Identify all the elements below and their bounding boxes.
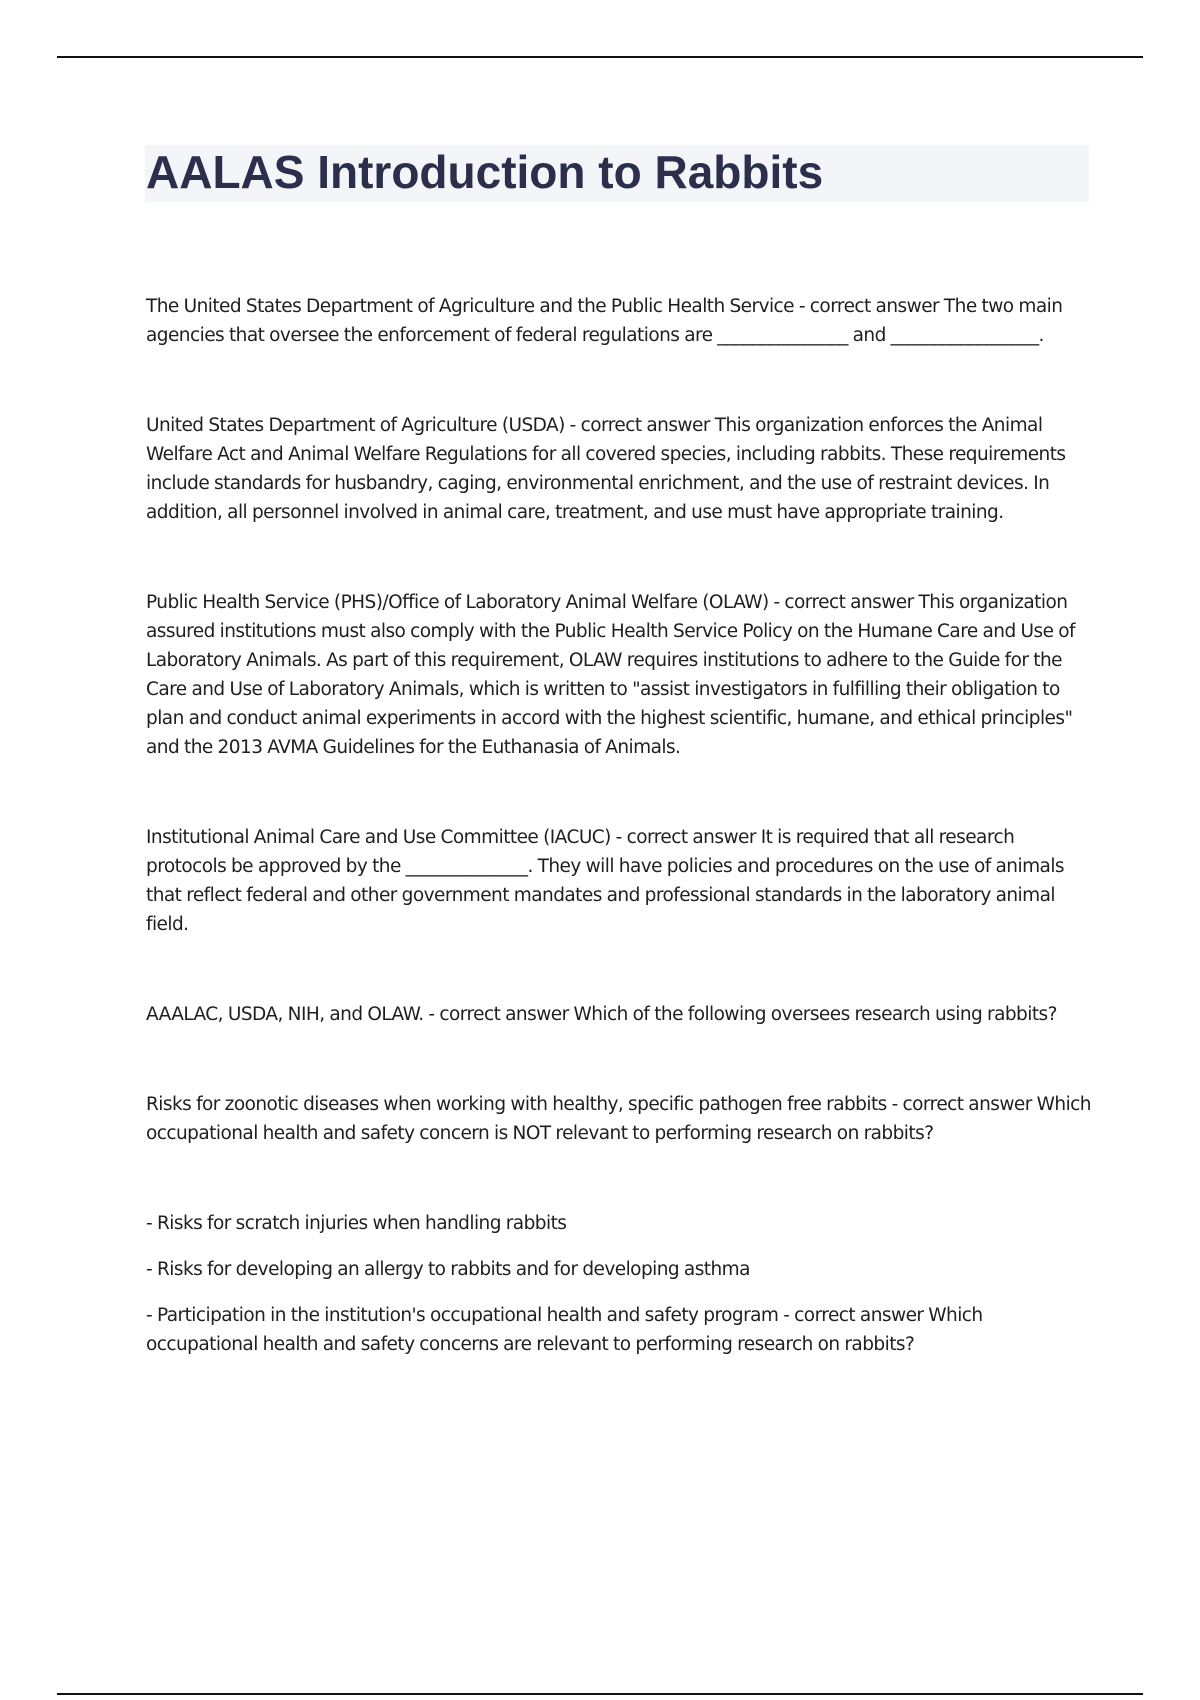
document-body [146, 292, 1092, 1359]
list-item-scratch-injuries: - Risks for scratch injuries when handling rabbits [146, 1213, 567, 1234]
paragraph-zoonotic-risk: Risks for zoonotic diseases when working with healthy, specific pathogen free rabbits - correct answer Which occupational health and safety concern is NOT relevant to performing research on rabbits? [146, 1094, 1091, 1144]
list-item-allergy-asthma: - Risks for developing an allergy to rabbits and for developing asthma [146, 1259, 750, 1280]
paragraph-federal-agencies: The United States Department of Agriculture and the Public Health Service - correct answer The two main agencies that oversee the enforcement of federal regulations are _______________ and _________________. [146, 296, 1063, 346]
paragraph-usda: United States Department of Agriculture (USDA) - correct answer This organization enforces the Animal Welfare Act and Animal Welfare Regulations for all covered species, including rabbits. These requirements include standards for husbandry, caging, environmental enrichment, and the use of restraint devices. In addition, all personnel involved in animal care, treatment, and use must have appropriate training. [146, 415, 1066, 523]
top-rule [57, 56, 1143, 58]
list-item-health-program: - Participation in the institution's occupational health and safety program - correct answer Which occupational health and safety concerns are relevant to performing research on rabbits? [146, 1305, 983, 1355]
paragraph-iacuc: Institutional Animal Care and Use Committee (IACUC) - correct answer It is required that all research protocols be approved by the ______________. They will have policies and procedures on the use of animals that reflect federal and other government mandates and professional standards in the laboratory animal field. [146, 827, 1065, 935]
paragraph-oversight: AAALAC, USDA, NIH, and OLAW. - correct answer Which of the following oversees research using rabbits? [146, 1004, 1057, 1025]
document-title: AALAS Introduction to Rabbits [146, 146, 824, 198]
bottom-rule [57, 1693, 1143, 1695]
paragraph-phs-olaw: Public Health Service (PHS)/Office of Laboratory Animal Welfare (OLAW) - correct answer This organization assured institutions must also comply with the Public Health Service Policy on the Humane Care and Use of Laboratory Animals. As part of this requirement, OLAW requires institutions to adhere to the Guide for the Care and Use of Laboratory Animals, which is written to "assist investigators in fulfilling their obligation to plan and conduct animal experiments in accord with the highest scientific, humane, and ethical principles" and the 2013 AVMA Guidelines for the Euthanasia of Animals. [146, 592, 1075, 758]
